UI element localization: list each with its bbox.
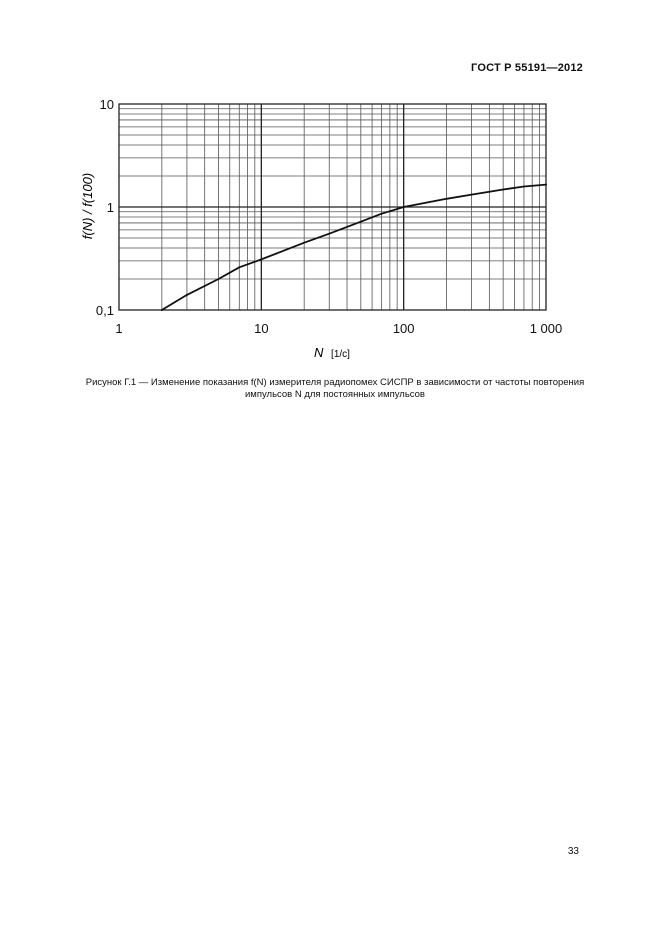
series-point bbox=[238, 266, 240, 268]
x-axis-unit: [1/с] bbox=[331, 349, 350, 360]
x-tick-label: 100 bbox=[392, 321, 415, 336]
figure-caption bbox=[40, 377, 630, 401]
series-point bbox=[545, 184, 547, 186]
x-tick-label: 1 000 bbox=[529, 321, 563, 336]
x-axis-variable: N bbox=[314, 345, 324, 360]
y-axis-label: f(N) / f(100) bbox=[80, 172, 95, 240]
series-line bbox=[162, 185, 546, 310]
series-point bbox=[446, 198, 448, 200]
series-point bbox=[471, 194, 473, 196]
series-point bbox=[186, 294, 188, 296]
figure-caption-line-1: Рисунок Г.1 — Изменение показания f(N) измерителя радиопомех СИСПР в зависимости от частоты повторения bbox=[85, 377, 585, 388]
chart-grid bbox=[119, 104, 546, 310]
series-point bbox=[218, 278, 220, 280]
series-point bbox=[502, 189, 504, 191]
series-point bbox=[161, 309, 163, 311]
y-tick-label: 1 bbox=[106, 200, 114, 215]
page-number: 33 bbox=[567, 846, 579, 857]
series-point bbox=[403, 206, 405, 208]
series-point bbox=[360, 221, 362, 223]
x-tick-label: 10 bbox=[254, 321, 269, 336]
series-point bbox=[523, 186, 525, 188]
series-point bbox=[328, 233, 330, 235]
series-point bbox=[260, 258, 262, 260]
x-tick-label: 1 bbox=[115, 321, 123, 336]
x-axis-label bbox=[314, 345, 350, 360]
y-tick-label: 0,1 bbox=[95, 303, 114, 318]
y-tick-label: 10 bbox=[99, 97, 114, 112]
document-code: ГОСТ Р 55191—2012 bbox=[471, 62, 583, 74]
figure-caption-line-2: импульсов N для постоянных импульсов bbox=[245, 389, 425, 400]
series-point bbox=[381, 213, 383, 215]
series-point bbox=[303, 242, 305, 244]
